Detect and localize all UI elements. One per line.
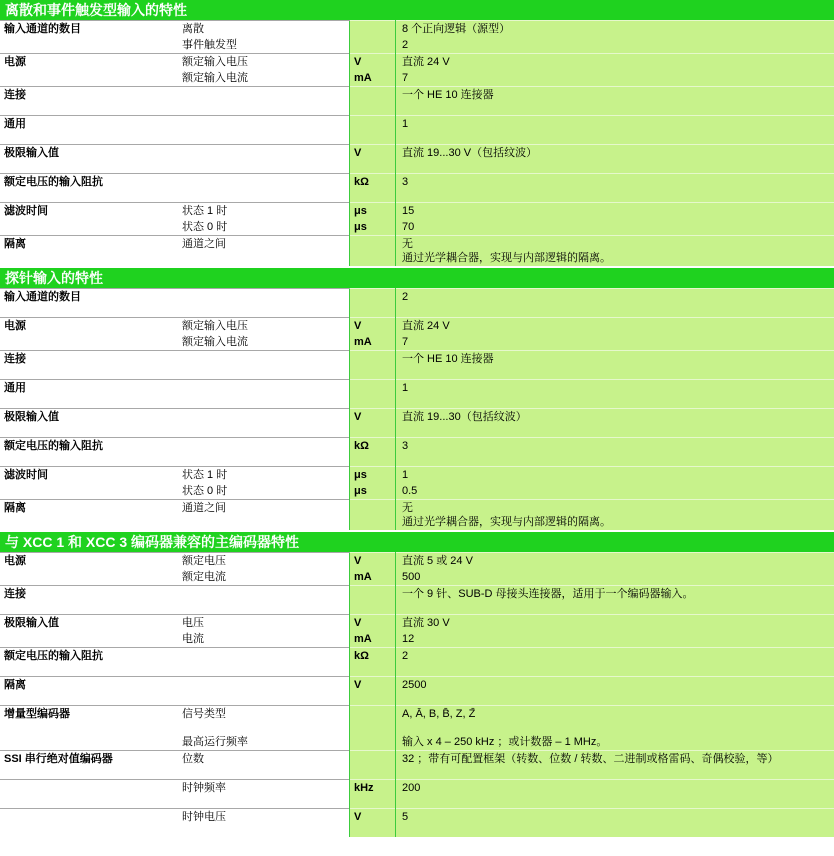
spec-label: [0, 780, 178, 809]
spec-row: [0, 569, 834, 586]
spec-row: [0, 318, 834, 335]
spec-label: 极限输入值: [0, 409, 178, 438]
spec-label: 输入通道的数目: [0, 21, 178, 38]
spec-sublabel: 信号类型: [178, 706, 350, 735]
spec-row: [0, 380, 834, 409]
spec-label: [0, 483, 178, 500]
spec-table: [0, 288, 834, 530]
spec-sublabel: 时钟电压: [178, 809, 350, 838]
spec-label: [0, 334, 178, 351]
spec-unit: [350, 116, 396, 145]
spec-value: 输入 x 4 – 250 kHz ；或计数器 – 1 MHz。: [396, 734, 834, 751]
spec-row: [0, 734, 834, 751]
spec-label: 极限输入值: [0, 615, 178, 632]
spec-sublabel: [178, 380, 350, 409]
spec-unit: [350, 380, 396, 409]
spec-value: 直流 19...30 V（包括纹波）: [396, 145, 834, 174]
spec-row: [0, 483, 834, 500]
spec-unit: [350, 500, 396, 531]
spec-value: 3: [396, 438, 834, 467]
spec-label: SSI 串行绝对值编码器: [0, 751, 178, 780]
spec-unit: V: [350, 54, 396, 71]
spec-row: [0, 615, 834, 632]
spec-value: 7: [396, 334, 834, 351]
spec-row: [0, 116, 834, 145]
spec-value: 2: [396, 37, 834, 54]
section-title: 与 XCC 1 和 XCC 3 编码器兼容的主编码器特性: [0, 532, 834, 552]
spec-sublabel: 位数: [178, 751, 350, 780]
spec-unit: V: [350, 318, 396, 335]
spec-sublabel: 通道之间: [178, 500, 350, 531]
spec-sublabel: 最高运行频率: [182, 736, 248, 748]
spec-row: [0, 37, 834, 54]
spec-sublabel: [178, 174, 350, 203]
spec-sublabel: 额定输入电压: [178, 318, 350, 335]
spec-row: [0, 174, 834, 203]
spec-value: 1: [396, 116, 834, 145]
spec-value: 5: [396, 809, 834, 838]
spec-value: 70: [396, 219, 834, 236]
spec-sublabel: 额定电流: [182, 571, 226, 583]
spec-unit: [350, 586, 396, 615]
spec-value: [396, 500, 834, 531]
spec-label: 连接: [0, 351, 178, 380]
spec-value: 直流 24 V: [396, 318, 834, 335]
spec-unit: [350, 21, 396, 38]
spec-value-note: 通过光学耦合器，实现与内部逻辑的隔离。: [402, 252, 611, 264]
spec-sublabel: 状态 0 时: [182, 221, 228, 233]
spec-value: 一个 HE 10 连接器: [396, 351, 834, 380]
spec-unit: mA: [350, 334, 396, 351]
spec-row: [0, 648, 834, 677]
spec-value: 0.5: [396, 483, 834, 500]
spec-value: 直流 24 V: [396, 54, 834, 71]
spec-unit: mA: [350, 569, 396, 586]
section-title: 探针输入的特性: [0, 268, 834, 288]
spec-sublabel: 通道之间: [178, 236, 350, 267]
spec-label: [0, 569, 178, 586]
spec-value: 直流 30 V: [396, 615, 834, 632]
spec-label: 额定电压的输入阻抗: [0, 174, 178, 203]
spec-value: 12: [396, 631, 834, 648]
spec-unit: [350, 734, 396, 751]
spec-unit: [350, 87, 396, 116]
spec-unit: [350, 236, 396, 267]
spec-row: [0, 409, 834, 438]
spec-unit: μs: [350, 467, 396, 484]
spec-label: 通用: [0, 116, 178, 145]
spec-row: [0, 631, 834, 648]
spec-label: 滤波时间: [0, 203, 178, 220]
spec-unit: V: [350, 615, 396, 632]
spec-row: [0, 351, 834, 380]
spec-sublabel: [178, 289, 350, 318]
spec-value: 直流 19...30（包括纹波）: [396, 409, 834, 438]
spec-row: [0, 219, 834, 236]
spec-value: 15: [396, 203, 834, 220]
spec-sublabel: 事件触发型: [182, 39, 237, 51]
spec-value: 500: [396, 569, 834, 586]
spec-label: [0, 809, 178, 838]
spec-value: 2500: [396, 677, 834, 706]
spec-row: [0, 586, 834, 615]
spec-unit: [350, 37, 396, 54]
spec-row: [0, 334, 834, 351]
spec-unit: kΩ: [350, 174, 396, 203]
spec-row: [0, 203, 834, 220]
spec-sublabel: 额定输入电压: [178, 54, 350, 71]
spec-sublabel: 电流: [182, 633, 204, 645]
spec-value: A, Ā, B, B̄, Z, Z̄: [396, 706, 834, 735]
spec-row: [0, 21, 834, 38]
spec-sublabel: [178, 145, 350, 174]
spec-label: 额定电压的输入阻抗: [0, 438, 178, 467]
spec-sublabel: [178, 409, 350, 438]
spec-row: [0, 706, 834, 735]
spec-unit: [350, 351, 396, 380]
spec-label: 电源: [0, 553, 178, 570]
spec-label: 电源: [0, 318, 178, 335]
spec-unit: V: [350, 677, 396, 706]
spec-row: [0, 467, 834, 484]
section-title: 离散和事件触发型输入的特性: [0, 0, 834, 20]
spec-value-line: 无: [402, 238, 413, 250]
spec-row: [0, 289, 834, 318]
spec-label: [0, 219, 178, 236]
spec-value-line: 无: [402, 502, 413, 514]
spec-unit: V: [350, 409, 396, 438]
spec-sublabel: [178, 438, 350, 467]
spec-value: 一个 9 针、SUB-D 母接头连接器，适用于一个编码器输入。: [396, 586, 834, 615]
spec-label: [0, 37, 178, 54]
spec-value: 一个 HE 10 连接器: [396, 87, 834, 116]
spec-label: 隔离: [0, 677, 178, 706]
spec-unit: kΩ: [350, 648, 396, 677]
spec-sublabel: [178, 677, 350, 706]
spec-unit: V: [350, 553, 396, 570]
spec-sublabel: [178, 116, 350, 145]
spec-label: 输入通道的数目: [0, 289, 178, 318]
spec-row: [0, 677, 834, 706]
spec-sublabel: [178, 351, 350, 380]
spec-label: 额定电压的输入阻抗: [0, 648, 178, 677]
spec-row: [0, 780, 834, 809]
spec-unit: mA: [350, 70, 396, 87]
spec-value: 7: [396, 70, 834, 87]
spec-value: 2: [396, 648, 834, 677]
spec-value: 1: [396, 467, 834, 484]
spec-value: 3: [396, 174, 834, 203]
spec-label: 滤波时间: [0, 467, 178, 484]
spec-label: [0, 70, 178, 87]
spec-row: [0, 438, 834, 467]
spec-sublabel: [178, 648, 350, 677]
spec-label: 极限输入值: [0, 145, 178, 174]
spec-value: [396, 236, 834, 267]
spec-unit: [350, 706, 396, 735]
spec-unit: kΩ: [350, 438, 396, 467]
spec-sublabel: 状态 0 时: [182, 485, 228, 497]
spec-sublabel: 时钟频率: [178, 780, 350, 809]
spec-unit: [350, 289, 396, 318]
spec-sublabel: [178, 586, 350, 615]
spec-label: 连接: [0, 586, 178, 615]
spec-sublabel: [178, 87, 350, 116]
spec-row: [0, 751, 834, 780]
spec-value: 200: [396, 780, 834, 809]
spec-sublabel: 离散: [178, 21, 350, 38]
spec-unit: mA: [350, 631, 396, 648]
spec-unit: μs: [350, 483, 396, 500]
spec-label: 隔离: [0, 500, 178, 531]
spec-row: [0, 553, 834, 570]
spec-row: [0, 500, 834, 531]
spec-label: 通用: [0, 380, 178, 409]
spec-label: [0, 734, 178, 751]
spec-row: [0, 809, 834, 838]
spec-row: [0, 236, 834, 267]
spec-row: [0, 87, 834, 116]
spec-unit: V: [350, 809, 396, 838]
spec-label: [0, 631, 178, 648]
spec-value: 2: [396, 289, 834, 318]
spec-label: 连接: [0, 87, 178, 116]
spec-table: [0, 20, 834, 266]
spec-unit: kHz: [350, 780, 396, 809]
spec-value-note: 通过光学耦合器，实现与内部逻辑的隔离。: [402, 516, 611, 528]
spec-value: 32 ；带有可配置框架（转数、位数 / 转数、二进制或格雷码、奇偶校验，等）: [396, 751, 834, 780]
spec-sublabel: 额定输入电流: [182, 72, 248, 84]
spec-sublabel: 额定输入电流: [182, 336, 248, 348]
spec-row: [0, 145, 834, 174]
spec-unit: V: [350, 145, 396, 174]
spec-label: 隔离: [0, 236, 178, 267]
spec-label: 电源: [0, 54, 178, 71]
spec-unit: [350, 751, 396, 780]
spec-value: 直流 5 或 24 V: [396, 553, 834, 570]
spec-value: 8 个正向逻辑（源型）: [396, 21, 834, 38]
spec-sublabel: 状态 1 时: [178, 467, 350, 484]
spec-row: [0, 70, 834, 87]
spec-label: 增量型编码器: [0, 706, 178, 735]
spec-value: 1: [396, 380, 834, 409]
spec-table: [0, 552, 834, 837]
spec-row: [0, 54, 834, 71]
spec-sublabel: 电压: [178, 615, 350, 632]
spec-sublabel: 额定电压: [178, 553, 350, 570]
spec-unit: μs: [350, 203, 396, 220]
spec-sublabel: 状态 1 时: [178, 203, 350, 220]
spec-unit: μs: [350, 219, 396, 236]
